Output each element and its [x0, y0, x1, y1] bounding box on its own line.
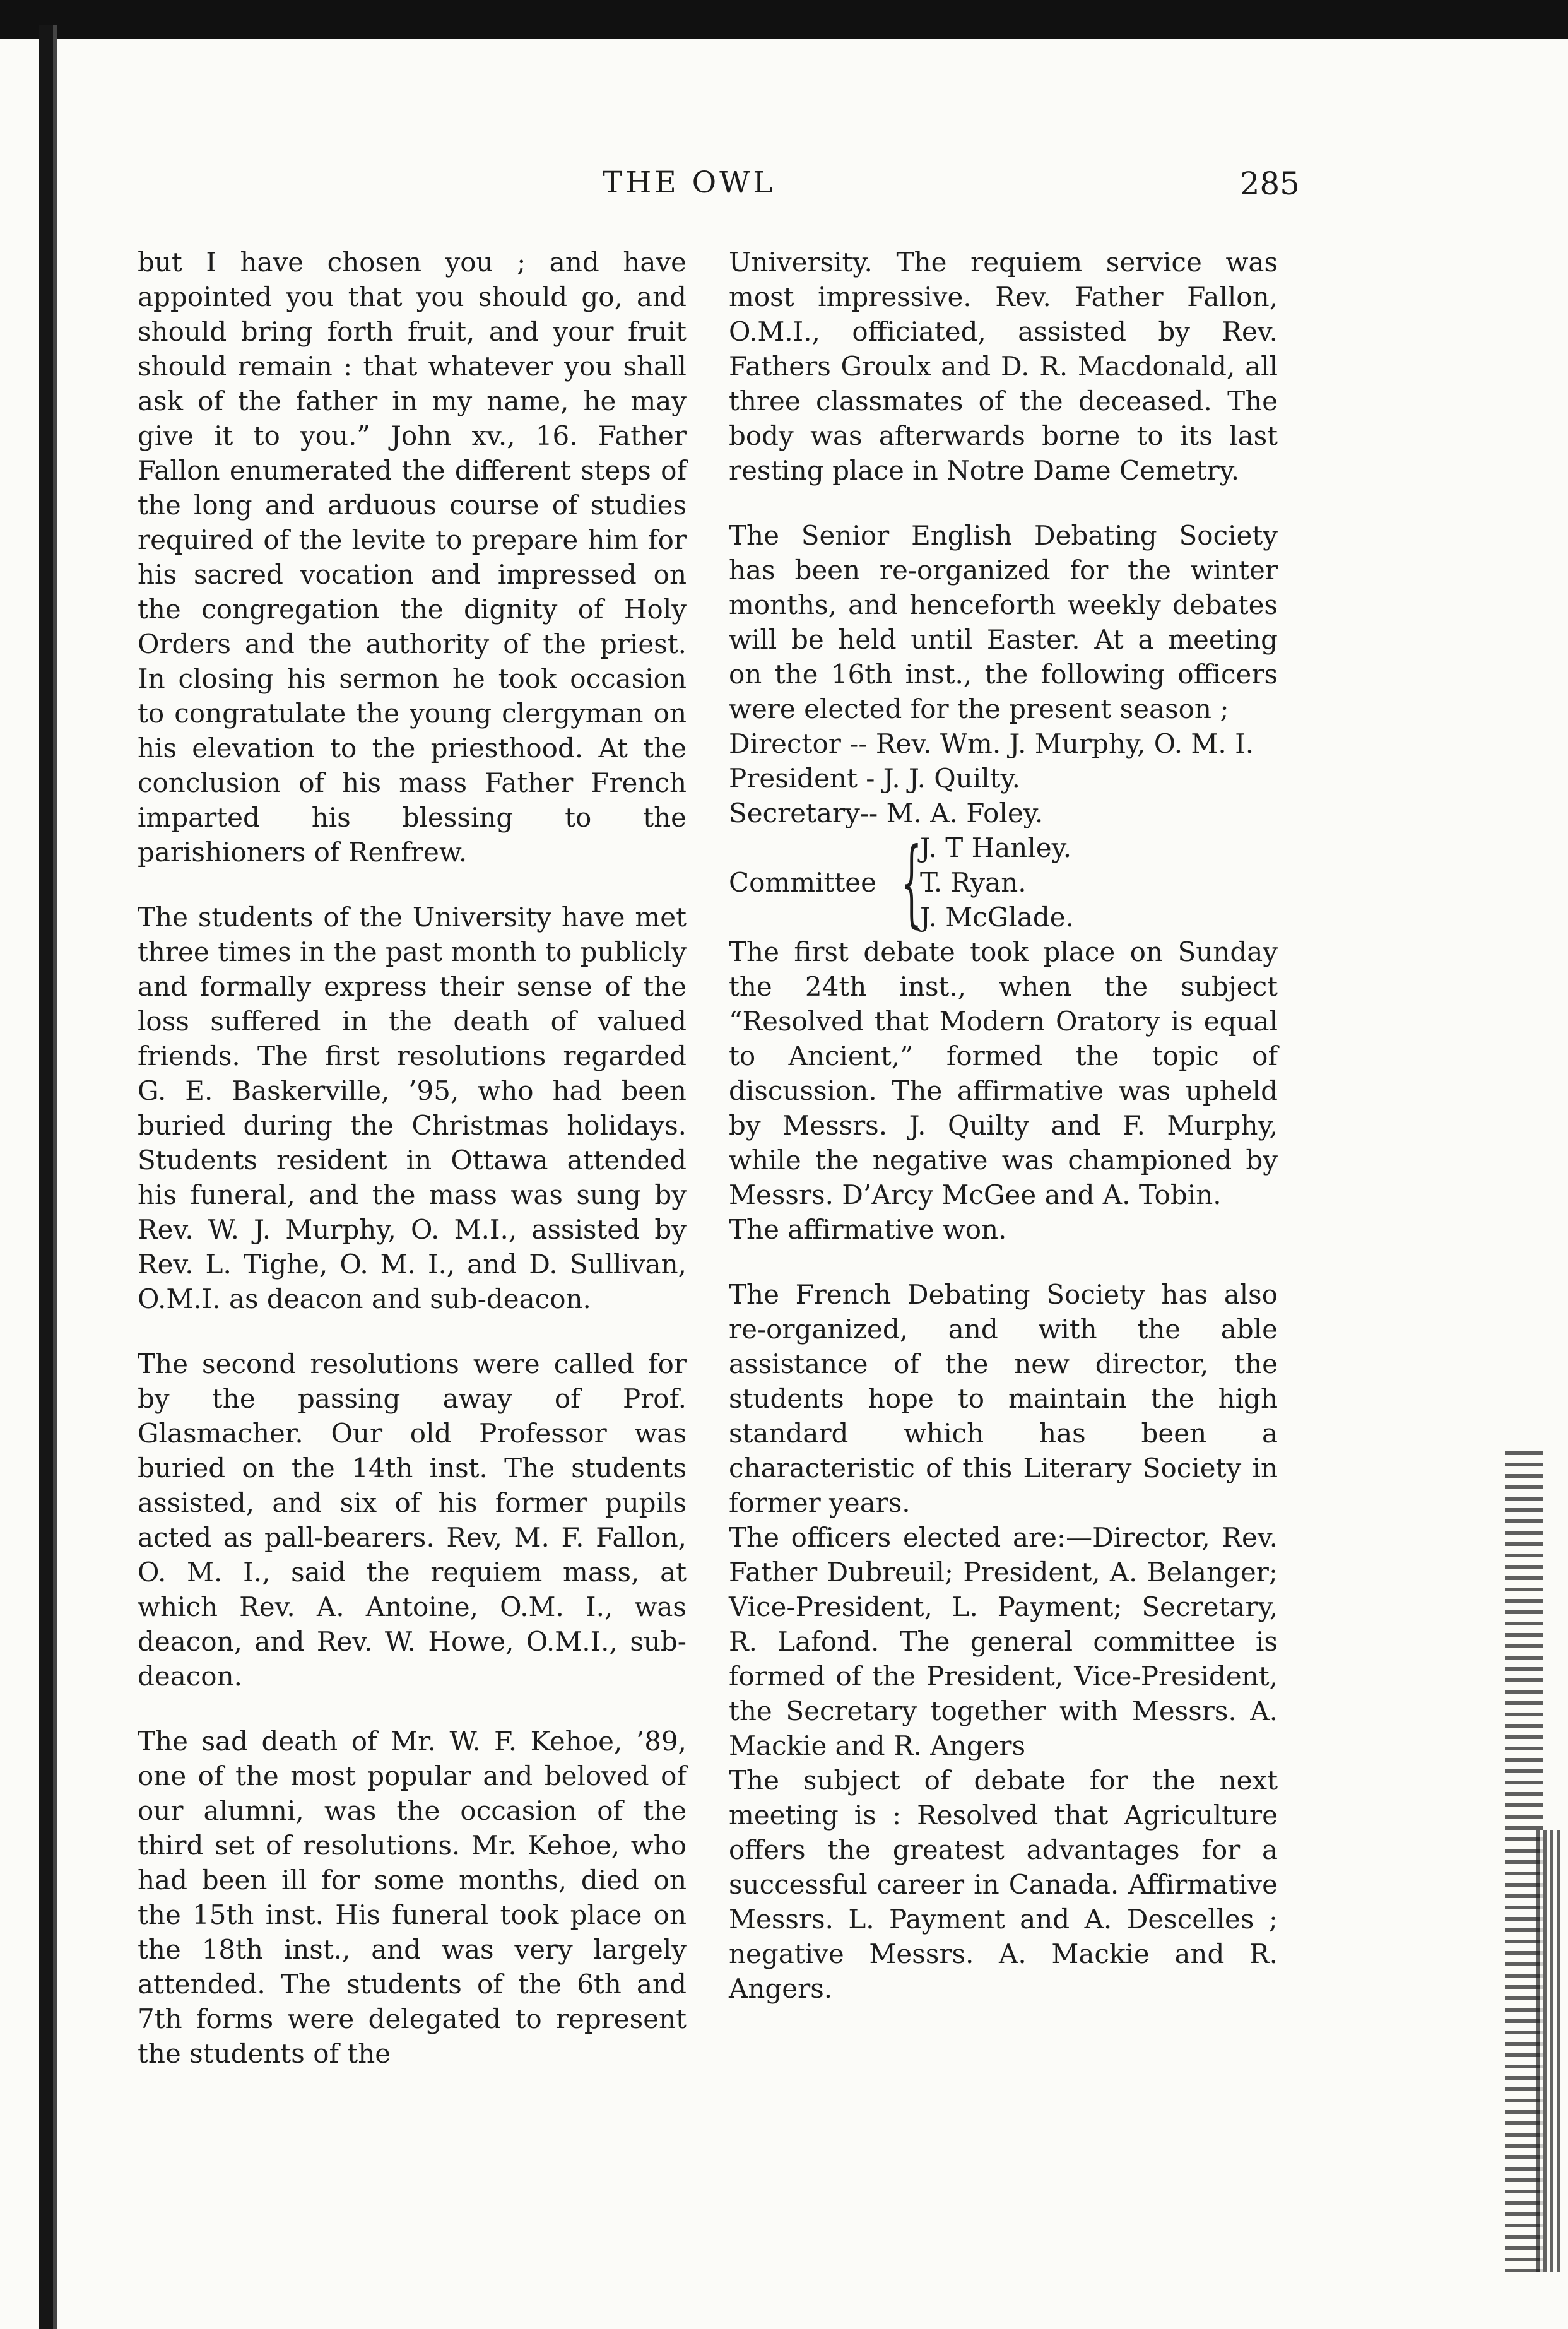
scan-top-border: [0, 0, 1568, 39]
brace-symbol: {: [900, 827, 923, 938]
officer-value-president: J. J. Quilty.: [883, 763, 1021, 794]
scan-left-border-shadow: [53, 25, 57, 2329]
officer-label-president: President -: [729, 763, 875, 794]
right-paragraph-next-debate: The subject of debate for the next meeting is : Resolved that Agriculture offers the greatest advantages for a successful career in Canada. Affirmative Messrs. L. Payment and A. Descelles ; negative Messrs. A. Mackie and R. Angers.: [729, 1765, 1278, 2004]
officer-row-president: [729, 761, 1278, 796]
left-paragraph-resolutions: The students of the University have met three times in the past month to publicly and formally express their sense of the loss suffered in the death of valued friends. The first resolutions regarded G. E. Baskerville, ’95, who had been buried during the Christmas holidays. Students resident in Ottawa attended his funeral, and the mass was sung by Rev. W. J. Murphy, O. M.I., assisted by Rev. L. Tighe, O. M. I., and D. Sullivan, O.M.I. as deacon and sub-deacon.: [138, 902, 687, 1314]
officer-row-secretary: [729, 796, 1278, 830]
right-paragraph-officers-elected: The officers elected are:—Director, Rev. Father Dubreuil; President, A. Belanger; Vice-President, L. Payment; Secretary, R. Lafond. The general committee is formed of the President, Vice-President, the Secretary together with Messrs. A. Mackie and R. Angers: [729, 1522, 1278, 1761]
right-paragraph-debating-society: The Senior English Debating Society has been re-organized for the winter months, and henceforth weekly debates will be held until Easter. At a meeting on the 16th inst., the following officers were elected for the present season ;: [729, 520, 1278, 724]
right-paragraph-requiem: University. The requiem service was most impressive. Rev. Father Fallon, O.M.I., officiated, assisted by Rev. Fathers Groulx and D. R. Macdonald, all three classmates of the deceased. The body was afterwards borne to its last resting place in Notre Dame Cemetry.: [729, 247, 1278, 486]
right-column: [729, 245, 1278, 2006]
committee-member: T. Ryan.: [920, 867, 1027, 898]
left-paragraph-second-resolutions: The second resolutions were called for by the passing away of Prof. Glasmacher. Our old Professor was buried on the 14th inst. The students assisted, and six of his former pupils acted as pall-bearers. Rev, M. F. Fallon, O. M. I., said the requiem mass, at which Rev. A. Antoine, O.M. I., was deacon, and Rev. W. Howe, O.M.I., sub-deacon.: [138, 1348, 687, 1692]
running-head: THE OWL: [603, 165, 776, 200]
left-paragraph-sermon: but I have chosen you ; and have appointed you that you should go, and should bring forth fruit, and your fruit should remain : that whatever you shall ask of the father in my name, he may give it to you.” John xv., 16. Father Fallon enumerated the different steps of the long and arduous course of studies required of the levite to prepare him for his sacred vocation and impressed on the congregation the dignity of Holy Orders and the authority of the priest. In closing his sermon he took occasion to congratulate the young clergyman on his elevation to the priesthood. At the conclusion of his mass Father French imparted his blessing to the parishioners of Renfrew.: [138, 247, 687, 868]
officer-value-secretary: M. A. Foley.: [886, 798, 1044, 828]
officer-row-committee: [729, 827, 1278, 938]
officers-list: [729, 726, 1278, 938]
left-column: [138, 245, 687, 2071]
page-header: [587, 165, 1300, 209]
right-paragraph-affirmative-won: The affirmative won.: [729, 1214, 1007, 1245]
officer-value-director: Rev. Wm. J. Murphy, O. M. I.: [875, 728, 1254, 759]
right-paragraph-french-society: The French Debating Society has also re-organized, and with the able assistance of the new director, the students hope to maintain the high standard which has been a characteristic of this Literary Society in former years.: [729, 1279, 1278, 1518]
committee-member: J. McGlade.: [920, 902, 1074, 933]
committee-member: J. T Hanley.: [920, 832, 1072, 863]
page-number: 285: [1239, 165, 1300, 202]
right-paragraph-first-debate: The first debate took place on Sunday the 24th inst., when the subject “Resolved that Modern Oratory is equal to Ancient,” formed the topic of discussion. The affirmative was upheld by Messrs. J. Quilty and F. Murphy, while the negative was championed by Messrs. D’Arcy McGee and A. Tobin.: [729, 936, 1278, 1210]
officer-label-secretary: Secretary--: [729, 798, 878, 828]
left-paragraph-kehoe: The sad death of Mr. W. F. Kehoe, ’89, one of the most popular and beloved of our alumni, was the occasion of the third set of resolutions. Mr. Kehoe, who had been ill for some months, died on the 15th inst. His funeral took place on the 18th inst., and was very largely attended. The students of the 6th and 7th forms were delegated to represent the students of the: [138, 1726, 687, 2069]
officer-label-committee: Committee: [729, 867, 876, 898]
officer-row-director: [729, 726, 1278, 761]
committee-names: [920, 830, 1074, 935]
scan-right-edge-noise-2: [1536, 1830, 1562, 2272]
officer-label-director: Director --: [729, 728, 868, 759]
